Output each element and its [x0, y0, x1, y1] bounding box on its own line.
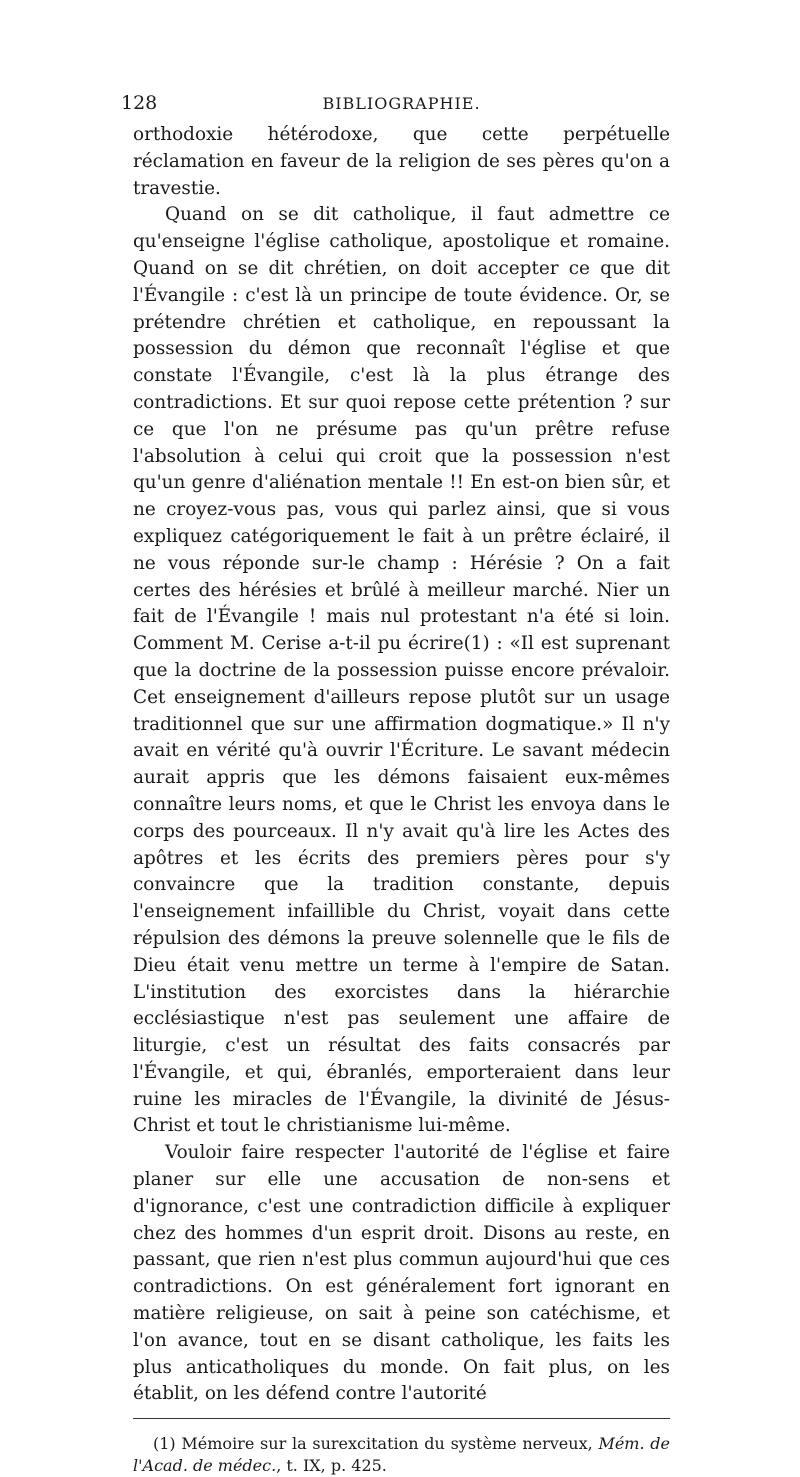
page-number: 128	[121, 92, 158, 114]
footnote-tail: , t. IX, p. 425.	[276, 1456, 387, 1476]
body-text	[133, 122, 670, 1408]
footnote-text: (1) Mémoire sur la surexcitation du système nerveux,	[153, 1434, 599, 1454]
paragraph-2: Quand on se dit catholique, il faut admettre ce qu'enseigne l'église catholique, apostolique et romaine. Quand on se dit chrétien, on doit accepter ce que dit l'Évangile : c'est là un principe de toute évidence. Or, se prétendre chrétien et catholique, en repoussant la possession du démon que reconnaît l'église et que constate l'Évangile, c'est là la plus étrange des contradictions. Et sur quoi repose cette prétention ? sur ce que l'on ne présume pas qu'un prêtre refuse l'absolution à celui qui croit que la possession n'est qu'un genre d'aliénation mentale !! En est-on bien sûr, et ne croyez-vous pas, vous qui parlez ainsi, que si vous expliquez catégoriquement le fait à un prêtre éclairé, il ne vous réponde sur-le champ : Hérésie ? On a fait certes des hérésies et brûlé à meilleur marché. Nier un fait de l'Évangile ! mais nul protestant n'a été si loin. Comment M. Cerise a-t-il pu écrire(1) : «Il est suprenant que la doctrine de la possession puisse encore prévaloir. Cet enseignement d'ailleurs repose plutôt sur un usage traditionnel que sur une affirmation dogmatique.» Il n'y avait en vérité qu'à ouvrir l'Écriture. Le savant médecin aurait appris que les démons faisaient eux-mêmes connaître leurs noms, et que le Christ les envoya dans le corps des pourceaux. Il n'y avait qu'à lire les Actes des apôtres et les écrits des premiers pères pour s'y convaincre que la tradition constante, depuis l'enseignement infaillible du Christ, voyait dans cette répulsion des démons la preuve solennelle que le fils de Dieu était venu mettre un terme à l'empire de Satan. L'institution des exorcistes dans la hiérarchie ecclésiastique n'est pas seulement une affaire de liturgie, c'est un résultat des faits consacrés par l'Évangile, et qui, ébranlés, emporteraient dans leur ruine les miracles de l'Évangile, la divinité de Jésus-Christ et tout le christianisme lui-même.	[133, 204, 670, 1137]
paragraph-1: orthodoxie hétérodoxe, que cette perpétuelle réclamation en faveur de la religion de ses pères qu'on a travestie.	[133, 124, 670, 199]
running-head: BIBLIOGRAPHIE.	[322, 94, 481, 113]
book-page	[121, 92, 671, 1477]
footnote-reference: Mém. de l'Acad. de médec.	[133, 1434, 671, 1476]
page-header	[121, 92, 670, 122]
paragraph-3: Vouloir faire respecter l'autorité de l'église et faire planer sur elle une accusation de non-sens et d'ignorance, c'est une contradiction difficile à expliquer chez des hommes d'un esprit droit. Disons au reste, en passant, que rien n'est plus commun aujourd'hui que ces contradictions. On est généralement fort ignorant en matière religieuse, on sait à peine son catéchisme, et l'on avance, tout en se disant catholique, les faits les plus anticatholiques du monde. On fait plus, on les établit, on les défend contre l'autorité	[133, 1142, 670, 1405]
footnote-rule	[133, 1418, 670, 1419]
footnote	[133, 1433, 670, 1477]
